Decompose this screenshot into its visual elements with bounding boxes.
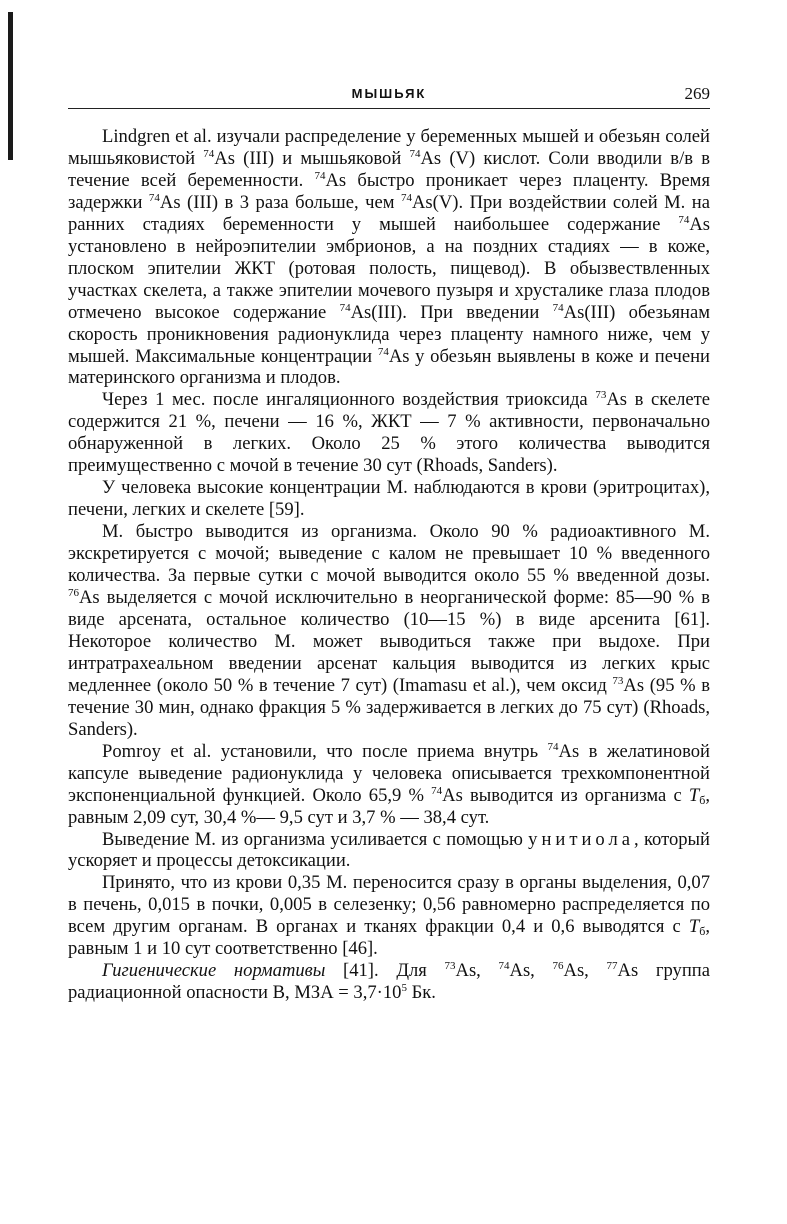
paragraph-excretion [68,521,710,741]
isotope-mass: 73 [444,960,456,973]
text: As (III) в 3 раза больше, чем [159,191,401,213]
half-life-subscript: б [699,792,706,807]
paragraph-distribution-pregnancy [68,126,710,389]
emphasized-term: унитиола [528,828,634,850]
margin-bar [8,12,13,160]
text: Бк. [406,982,436,1004]
paragraph-oral-intake [68,741,710,829]
text: As(V). При воздействии солей М. на ранних стадиях беременности у мышей наибольшее содержание [68,191,710,235]
text: Lindgren et al. изучали распределение у беременных мышей и обезьян солей мышьяковистой [68,126,710,169]
body-text [68,126,710,1004]
page-number: 269 [684,84,710,103]
text: As (95 % в течение 30 мин, однако фракция 5 % задерживается в легких до 75 сут) (Rhoads, Sanders). [68,674,710,740]
text: As (V) кислот. Соли вводили в/в в течение всей беременности. [68,147,710,191]
isotope-mass: 74 [498,960,510,973]
isotope-mass: 74 [314,169,326,182]
text: As, [509,960,553,982]
isotope-mass: 74 [400,191,412,204]
page-header [68,78,710,109]
isotope-mass: 76 [68,587,79,600]
section-heading: Гигиенические нормативы [102,960,326,982]
half-life-symbol: T [688,784,700,806]
isotope-mass: 74 [547,740,559,753]
isotope-mass: 74 [552,301,564,314]
text: As выводится из организма с [442,784,689,806]
isotope-mass: 73 [612,674,624,687]
text: As в скелете содержится 21 %, печени — 16 %, ЖКТ — 7 % активности, первоначально обнаруженной в легких. Около 25 % этого количества выводится преимущественно с мочой в течение 30 сут (Rhoads, Sanders). [68,389,710,477]
text: As (III) и мышьяковой [214,147,410,169]
paragraph-human-concentrations [68,477,710,521]
text: , равным 1 и 10 сут соответственно [46]. [68,916,710,960]
text: М. быстро выводится из организма. Около 90 % радиоактивного М. экскретируется с мочой; выведение с калом не превышает 10 % введенного количества. За первые сутки с мочой выводится около 55 % введенной дозы. [68,521,710,587]
isotope-mass: 74 [431,784,443,797]
isotope-mass: 73 [595,389,607,402]
text: Принято, что из крови 0,35 М. переносится сразу в органы выделения, 0,07 в печень, 0,015 в почки, 0,005 в селезенку; 0,56 равномерно распределяется по всем другим органам. В органах и тканях фракции 0,4 и 0,6 выводятся с [68,872,710,938]
paragraph-hygienic-standards [68,960,710,1004]
text: As установлено в нейроэпителии эмбрионов, а на поздних стадиях — в коже, плоском эпителии ЖКТ (ротовая полость, пищевод). В обызвествленных участках скелета, а также эпителии мочевого пузыря и хрусталике глаза плодов отмечено высокое содержание [68,213,710,323]
isotope-mass: 74 [678,213,690,226]
text: , который ускоряет и процессы детоксикации. [68,828,710,872]
exponent: 5 [401,982,407,995]
half-life-subscript: б [699,924,706,939]
text: As у обезьян выявлены в коже и печени материнского организма и плодов. [68,345,710,389]
text: [41]. Для [325,960,445,982]
paragraph-inhalation [68,389,710,477]
text: As, [563,960,607,982]
text: As выделяется с мочой исключительно в неорганической форме: 85—90 % в виде арсената, остальное количество (10—15 %) в виде арсенита [61]. Некоторое количество М. может выводиться также при выдохе. При интратрахеальном введении арсенат кальция выводится из легких крыс медленнее (около 50 % в течение 7 сут) (Imamasu et al.), чем оксид [68,587,710,696]
paragraph-transfer-model [68,872,710,960]
paragraph-unithiol [68,829,710,873]
text: As быстро проникает через плаценту. Время задержки [68,169,711,213]
running-head: МЫШЬЯК [351,86,427,101]
text: У человека высокие концентрации М. наблюдаются в крови (эритроцитах), печени, легких и скелете [59]. [68,477,710,521]
text: As в желатиновой капсуле выведение радионуклида у человека описывается трехкомпонентной экспоненциальной функцией. Около 65,9 % [68,740,711,806]
isotope-mass: 74 [339,301,351,314]
isotope-mass: 74 [377,345,389,358]
text: As(III). При введении [350,301,553,323]
text: As(III) обезьянам скорость проникновения радионуклида через плаценту намного ниже, чем у мышей. Максимальные концентрации [68,301,710,367]
text: Через 1 мес. после ингаляционного воздействия триоксида [102,389,596,411]
isotope-mass: 74 [409,147,421,160]
text: , равным 2,09 сут, 30,4 %— 9,5 сут и 3,7 % — 38,4 сут. [68,784,710,828]
text: As, [455,960,499,982]
text: Pomroy et al. установили, что после приема внутрь [102,740,548,762]
isotope-mass: 77 [606,960,618,973]
text: Выведение М. из организма усиливается с помощью [102,828,529,850]
isotope-mass: 76 [552,960,564,973]
isotope-mass: 74 [148,191,160,204]
isotope-mass: 74 [203,147,215,160]
text: As группа радиационной опасности В, МЗА = 3,7·10 [68,960,710,1004]
half-life-symbol: T [688,916,700,938]
